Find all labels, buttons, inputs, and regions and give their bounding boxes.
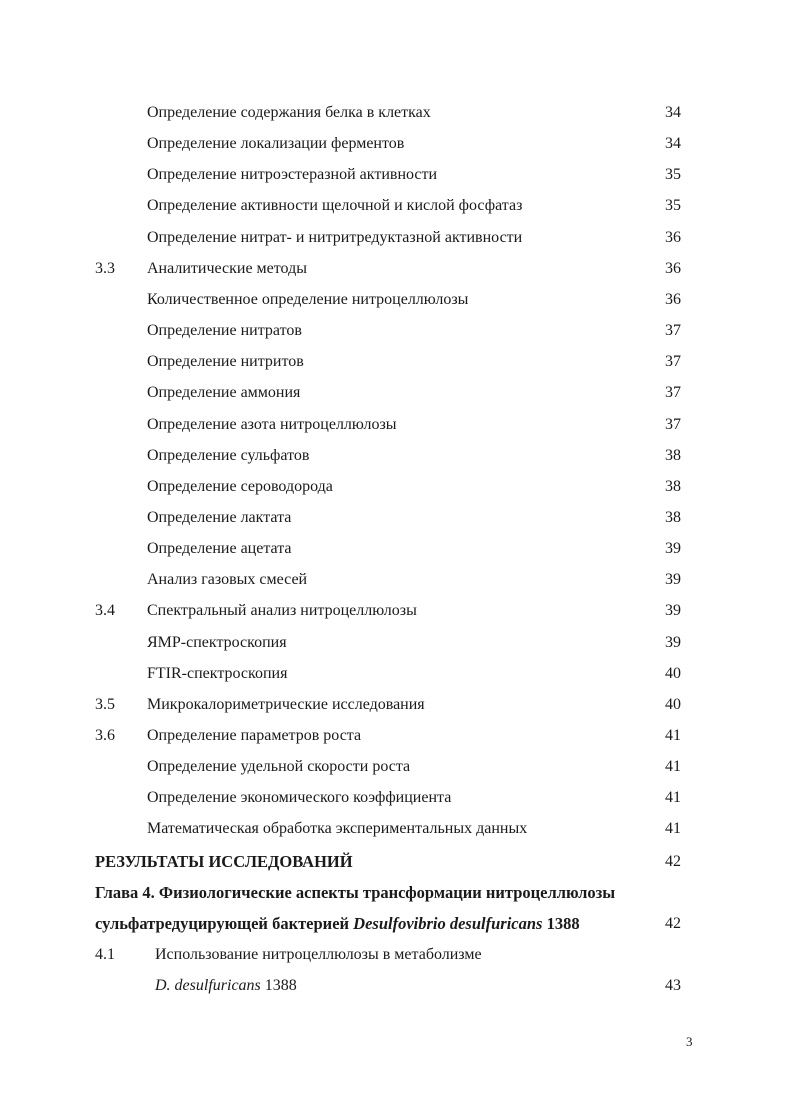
toc-entry-title: Определение удельной скорости роста bbox=[147, 758, 411, 776]
toc-entry-title: Определение параметров роста bbox=[147, 727, 362, 744]
section-4-1-species: D. desulfuricans bbox=[155, 977, 261, 994]
toc-page-number: 38 bbox=[665, 446, 681, 464]
section-4-1-line1 bbox=[0, 942, 794, 968]
chapter4-page: 42 bbox=[665, 915, 681, 932]
section-4-1-title-line1: Использование нитроцеллюлозы в метаболизме bbox=[155, 946, 482, 963]
toc-row bbox=[0, 225, 794, 251]
chapter4-title-prefix: сульфатредуцирующей бактерией bbox=[95, 914, 354, 933]
toc-page-number: 35 bbox=[665, 197, 681, 215]
toc-section-number: 3.5 bbox=[95, 695, 115, 713]
toc-entry-title: Определение нитритов bbox=[147, 353, 304, 371]
toc-page-number: 37 bbox=[665, 415, 681, 433]
section-4-1-title-line2 bbox=[155, 973, 297, 999]
toc-entry-title: ЯМР-спектроскопия bbox=[147, 633, 287, 651]
toc-entry-title: Определение активности щелочной и кислой фосфатаз bbox=[147, 197, 523, 215]
chapter4-title-strain: 1388 bbox=[542, 914, 580, 933]
toc-row bbox=[0, 193, 794, 219]
toc-entry-title: Определение локализации ферментов bbox=[147, 135, 405, 153]
chapter4-heading-line2 bbox=[0, 911, 794, 937]
toc-row bbox=[0, 598, 794, 624]
toc-entry-title: Математическая обработка экспериментальных данных bbox=[147, 820, 528, 838]
toc-row bbox=[0, 692, 794, 718]
toc-entry-title: Определение лактата bbox=[147, 508, 292, 526]
toc-page-number: 37 bbox=[665, 322, 681, 340]
toc-entry-title: Определение нитратов bbox=[147, 322, 302, 340]
toc-row bbox=[0, 474, 794, 500]
toc-page-number: 41 bbox=[665, 727, 681, 744]
toc-page-number: 39 bbox=[665, 602, 681, 620]
toc-row bbox=[0, 505, 794, 531]
chapter4-title-species: Desulfovibrio desulfuricans bbox=[353, 914, 543, 933]
toc-page-number: 38 bbox=[665, 508, 681, 526]
toc-entry-title: Определение нитрат- и нитритредуктазной активности bbox=[147, 228, 523, 246]
toc-page-number: 41 bbox=[665, 789, 681, 807]
toc-page-number: 40 bbox=[665, 695, 681, 713]
toc-entry-title: Определение аммония bbox=[147, 384, 301, 402]
toc-row bbox=[0, 754, 794, 780]
toc-entry-title: Спектральный анализ нитроцеллюлозы bbox=[147, 602, 417, 620]
toc-row bbox=[0, 443, 794, 469]
toc-entry-title: Микрокалориметрические исследования bbox=[147, 695, 425, 713]
toc-page-number: 36 bbox=[665, 228, 681, 246]
toc-page-number: 34 bbox=[665, 104, 681, 121]
toc-row bbox=[0, 536, 794, 562]
toc-section-number: 3.3 bbox=[95, 259, 115, 277]
toc-page-number: 40 bbox=[665, 664, 681, 682]
chapter4-title-line2 bbox=[95, 911, 580, 937]
results-heading-page: 42 bbox=[665, 853, 681, 870]
page-number: 3 bbox=[686, 1034, 693, 1049]
toc-row bbox=[0, 349, 794, 375]
toc-page-number: 39 bbox=[665, 633, 681, 651]
toc-row bbox=[0, 661, 794, 687]
toc-entry-title: Определение азота нитроцеллюлозы bbox=[147, 415, 397, 433]
toc-entry-title: Определение сульфатов bbox=[147, 446, 310, 464]
toc-row bbox=[0, 256, 794, 282]
results-heading bbox=[0, 849, 794, 875]
toc-row bbox=[0, 100, 794, 126]
toc-page-number: 39 bbox=[665, 540, 681, 558]
toc-entry-title: Определение экономического коэффициента bbox=[147, 789, 452, 807]
chapter4-heading-line1 bbox=[0, 880, 794, 906]
section-4-1-strain: 1388 bbox=[260, 977, 297, 994]
toc-row bbox=[0, 162, 794, 188]
section-4-1-page: 43 bbox=[665, 977, 681, 994]
toc-section-number: 3.6 bbox=[95, 727, 115, 744]
toc-row bbox=[0, 785, 794, 811]
toc-page-number: 35 bbox=[665, 166, 681, 184]
toc-row bbox=[0, 412, 794, 438]
chapter4-title-line1: Глава 4. Физиологические аспекты трансформации нитроцеллюлозы bbox=[95, 883, 616, 902]
toc-entry-title: Анализ газовых смесей bbox=[147, 571, 308, 589]
toc-entry-title: Аналитические методы bbox=[147, 259, 307, 277]
toc-entry-title: Определение ацетата bbox=[147, 540, 292, 558]
section-4-1-line2 bbox=[0, 973, 794, 999]
toc-section-number: 3.4 bbox=[95, 602, 115, 620]
toc-page-number: 41 bbox=[665, 758, 681, 776]
section-4-1-number: 4.1 bbox=[95, 946, 115, 963]
toc-entry-title: Определение содержания белка в клетках bbox=[147, 104, 431, 121]
toc-entry-title: FTIR-спектроскопия bbox=[147, 664, 288, 682]
toc-row bbox=[0, 287, 794, 313]
toc-row bbox=[0, 567, 794, 593]
toc-row bbox=[0, 380, 794, 406]
toc-page-number: 37 bbox=[665, 353, 681, 371]
toc-entry-title: Количественное определение нитроцеллюлозы bbox=[147, 290, 469, 308]
toc-entry-title: Определение сероводорода bbox=[147, 477, 333, 495]
toc-entry-title: Определение нитроэстеразной активности bbox=[147, 166, 438, 184]
toc-page-number: 41 bbox=[665, 820, 681, 838]
toc-page-number: 38 bbox=[665, 477, 681, 495]
toc-page-number: 36 bbox=[665, 290, 681, 308]
toc-page-number: 37 bbox=[665, 384, 681, 402]
toc-row bbox=[0, 723, 794, 749]
toc-row bbox=[0, 131, 794, 157]
toc-row bbox=[0, 630, 794, 656]
toc-page-number: 39 bbox=[665, 571, 681, 589]
toc-page-number: 34 bbox=[665, 135, 681, 153]
results-heading-text: РЕЗУЛЬТАТЫ ИССЛЕДОВАНИЙ bbox=[95, 852, 353, 871]
toc-row bbox=[0, 318, 794, 344]
toc-page-number: 36 bbox=[665, 259, 681, 277]
toc-row bbox=[0, 816, 794, 842]
